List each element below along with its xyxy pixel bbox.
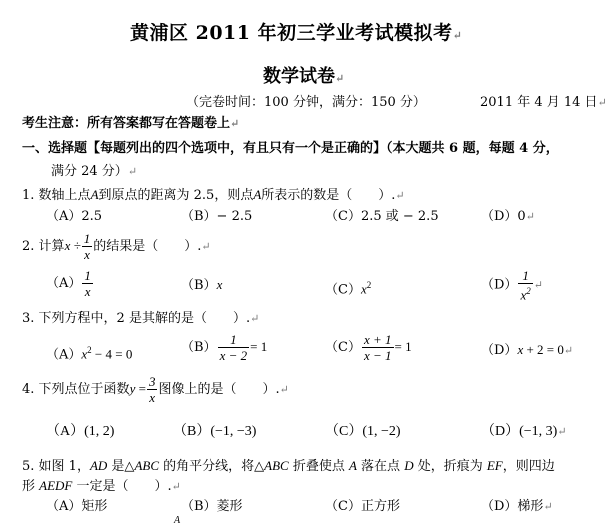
question-5: 5. 如图 1，AD 是△ABC 的角平分线，将△ABC 折叠使点 A 落在点 D 处，折痕为 EF，则四边	[22, 458, 555, 474]
q1-option-b[interactable]: （B）− 2.5	[181, 209, 253, 224]
q3-option-c[interactable]: （C） $\frac{x + 1}{x - 1}$ = 1	[325, 332, 412, 363]
q5-option-c[interactable]: （C）正方形	[325, 499, 400, 514]
q4-option-c[interactable]: （C）(1, −2)	[325, 424, 401, 439]
q4-option-d[interactable]: （D）(−1, 3)↵	[481, 424, 567, 439]
question-1: 1. 数轴上点A到原点的距离为 2.5，则点A所表示的数是（ ）.↵	[22, 187, 405, 203]
q2-option-a[interactable]: （A） $\frac{1}{x}$	[46, 268, 91, 299]
q3-option-a[interactable]: $(A)x^2 - 4 = 0$	[46, 345, 133, 363]
question-3: 3. 下列方程中，2 是其解的是（ ）.↵	[22, 311, 260, 326]
q2-option-c[interactable]: $(C)x^2$	[325, 280, 372, 298]
subject-title: 数学试卷↵	[263, 66, 345, 87]
question-2: 2. 计算x ÷ $\frac{1}{x}$ 的结果是（ ）.↵	[22, 231, 211, 262]
q4-option-a[interactable]: （A）(1, 2)	[46, 424, 115, 439]
q2-fraction: $\frac{1}{x}$	[83, 231, 91, 262]
section-heading: 一、选择题【每题列出的四个选项中，有且只有一个是正确的】（本大题共 6 题，每题 4 分，	[22, 141, 559, 156]
notice: 考生注意：所有答案都写在答题卷上↵	[22, 116, 240, 131]
q2-option-b[interactable]: （B）x	[181, 277, 223, 293]
q3-option-d[interactable]: （D）x + 2 = 0↵	[481, 342, 574, 358]
q1-option-a[interactable]: （A）2.5	[46, 209, 103, 224]
q5-option-a[interactable]: （A）矩形	[46, 499, 108, 514]
q1-option-d[interactable]: （D）0↵	[481, 209, 535, 224]
figure-label-a: A	[174, 515, 181, 526]
question-4: 4. 下列点位于函数y = $\frac{3}{x}$ 图像上的是（ ）.↵	[22, 374, 289, 405]
exam-info: （完卷时间：100 分钟，满分：150 分）	[186, 95, 426, 110]
section-heading-cont: 满分 24 分）↵	[51, 164, 138, 179]
q5-option-b[interactable]: （B）菱形	[181, 499, 243, 514]
q4-option-b[interactable]: （B）(−1, −3)	[173, 424, 257, 439]
question-5-cont: 形 AEDF 一定是（ ）.↵	[22, 478, 181, 494]
exam-date: 2011 年 4 月 14 日↵	[480, 95, 607, 110]
q5-option-d[interactable]: （D）梯形↵	[481, 499, 553, 514]
exam-title: 黄浦区 2011 年初三学业考试模拟考↵	[130, 22, 463, 44]
q1-option-c[interactable]: （C）2.5 或 − 2.5	[325, 209, 439, 224]
q3-option-b[interactable]: （B） $\frac{1}{x - 2}$ = 1	[181, 332, 268, 363]
q2-option-d[interactable]: （D） $\frac{1}{x^2}$ ↵	[481, 268, 543, 303]
